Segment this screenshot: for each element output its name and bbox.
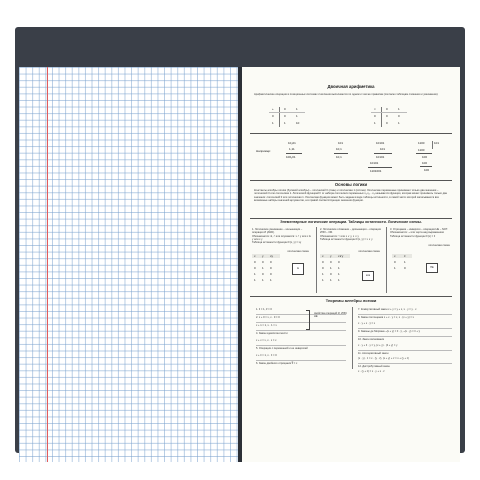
divider	[250, 133, 452, 134]
and-scheme-label: логическая схема	[287, 250, 309, 253]
elementary-ops-title: Элементарные логические операции. Таблицы истинности. Логические схемы.	[280, 220, 422, 224]
not-scheme-label: логическая схема	[428, 244, 450, 247]
divider	[250, 218, 452, 219]
not-description: 3. Отрицание – инверсия – операция НЕ – NOT. Обозначается: ¬ или черта над выражением Таблица истинности функции F(x) = x̄	[390, 228, 448, 238]
or-scheme-label: логическая схема	[358, 250, 380, 253]
bracket-note: свойства операций И, ИЛИ, НЕ	[314, 312, 348, 319]
divider	[250, 180, 452, 181]
grid-page	[19, 67, 238, 462]
logic-basics-title: Основы логики	[334, 182, 368, 187]
and-gate: &	[292, 263, 304, 275]
theorems-title: Теоремы алгебры логики	[325, 298, 377, 303]
logic-basics-text: Константы алгебры логики (булевой алгебры) – логический 0 (ложь) и логическая 1 (истина). Логические переменные принимают только два значения – логический 0 или логическая 1. Логической функцией F от набора логических переменных x₁,x₂,...x₃ называется функция, которая может принимать только два значения: логический 0 или логическая 1. Логическая функция может быть задана в виде таблицы истинности, в левой части которой записываются все возможные наборы значений аргументов, а в правой соответствующие значения функции.	[254, 189, 447, 202]
not-gate: НЕ	[426, 263, 438, 273]
or-description: 2. Логическое сложение – дизъюнкция – операция ИЛИ – OR. Обозначается: ˅ или x ∨ y, x ∨ y Таблица истинности функции F(x, y) = x ∨ y	[320, 228, 381, 241]
divider	[250, 296, 452, 297]
theorem-bracket	[306, 310, 310, 330]
margin-line	[47, 67, 48, 462]
and-description: 1. Логическое умножение – конъюнкция – операция И (AND). Обозначается: &, ˄ или опускается: x ˄ y или x & y или x y Таблица истинности функции F(x, y) = xy	[252, 228, 311, 245]
or-gate: или	[362, 271, 374, 281]
reference-page: Двоичная арифметика Арифметические операции в позиционных системах счисления выполняются по одним и тем же правилам (согласно таблицам сложения и умножения). + 0 1 0 0 1 1 1 10 × 0 1 0 0 0 1 0 1 Например: 10₂01 1,11 100₂01 101 10,1 10,1 10101 101 10101 10101 1101001 1100 101 1100 100 100 100 Основы логики Константы алгебры логики (булевой алгебры) – логический 0 (ложь) и логическая 1 (истина). Логические переменные принимают только два значения – логический 0 или логическая 1. Логической функцией F от набора логических переменных x₁,x₂,...x₃ называется функция, которая может принимать только два значения: логический 0 или логическая 1. Логическая функция может быть задана в виде таблицы истинности, в левой части которой записываются все возможные наборы значений аргументов, а в правой соответствующие значения функции. Элементарные логические операции. Таблицы истинности. Логические схемы. 1. Логическое умножение – конъюнкция – операция И (AND). Обозначается: &, ˄ или опускается: x ˄ y или x & y или x y Таблица истинности функции F(x, y) = xy 2. Логическое сложение – дизъюнкция – операция ИЛИ – OR. Обозначается: ˅ или x ∨ y, x ∨ y Таблица истинности функции F(x, y) = x ∨ y 3. Отрицание – инверсия – операция НЕ – NOT. Обозначается: ¬ или черта над выражением Таблица истинности функции F(x) = x̄ x y xy 0 0 0 0 1 0 1 0 0 1 1 1 логическая схема & x y x∨y 0 0 0 0 1 1 1 0 1 1 1 1 логическая схема или x x̄ 0 1 1 0 логическая схема НЕ Теоремы алгебры логики 1. x̄ = 1, 1̄ = 0 2. x + 0 = x, x · 0 = 0 x + 1 = 1, x · 1 = x 4. Закон идемпотентности x + x = x, x · x = x 5. Операции с переменной и ее инверсией x + x̄ = 1, x · x̄ = 0 6. Закон двойного отрицания x̿ = x свойства операций И, ИЛИ, НЕ 7. Коммутативный закон x + y = y + x, x · y = y · x 8. Закон поглощения x + x · y = x, x · (x + y) = x x · y + x · ȳ = x 9. Законы де Моргана ¬(x + y) = x̄ · ȳ, ¬(x · y) = x̄ + ȳ 10. Закон склеивания x · y + x̄ · y = y, (x + y) · (x̄ + y) = y 11. Ассоциативный закон (x · y) · z = x · (y · z), (x + y) + z = x + (y + z) 12. Дистрибутивный закон x · (y + z) = x · y + x · z	[242, 67, 460, 462]
binary-arithmetic-intro: Арифметические операции в позиционных системах счисления выполняются по одним и тем же правилам (согласно таблицам сложения и умножения).	[254, 93, 439, 96]
binary-arithmetic-title: Двоичная арифметика	[327, 84, 375, 89]
example-label: Например:	[256, 149, 272, 153]
